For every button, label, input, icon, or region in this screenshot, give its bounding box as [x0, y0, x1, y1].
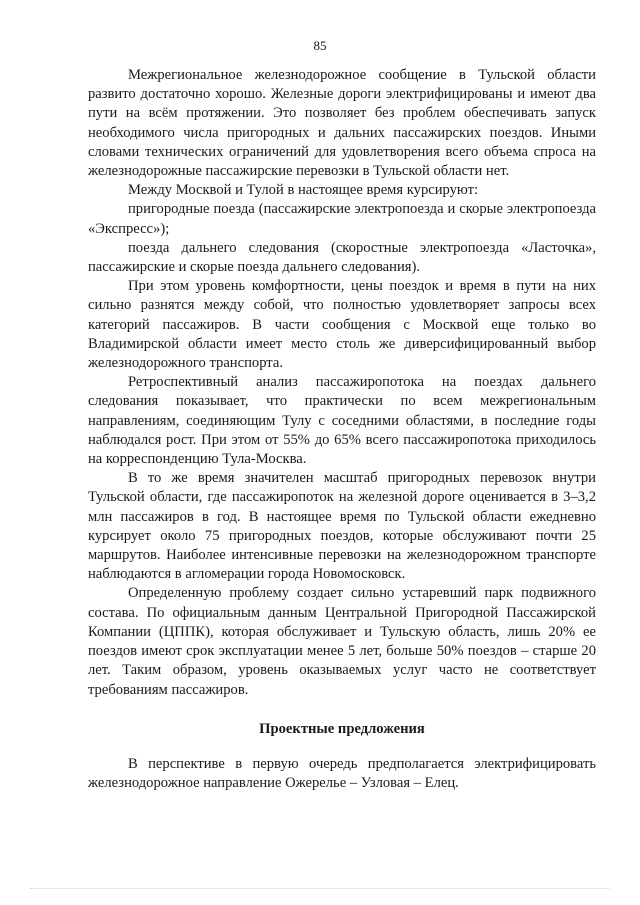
paragraph-moscow-tula-intro: Между Москвой и Тулой в настоящее время курсируют: — [128, 182, 479, 199]
paragraph-electrification-proposal: В перспективе в первую очередь предполагается электрифицировать железнодорожное направление Ожерелье – Узловая – Елец. — [88, 755, 596, 792]
paragraph-rail-overview: Межрегиональное железнодорожное сообщение в Тульской области развито достаточно хорошо. Железные дороги электрифицированы и имеют два пути на всём протяжении. Это позволяет без проблем обеспечивать запуск необходимого числа пригородных и дальних пассажирских поездов. Иными словами технических ограничений для удовлетворения всего объема спроса на железнодорожные пассажирские перевозки в Тульской области нет. — [88, 67, 596, 180]
paragraph-suburban-transport: В то же время значителен масштаб пригородных перевозок внутри Тульской области, где пассажиропоток на железной дороге оценивается в 3–3,2 млн пассажиров в год. В настоящее время по Тульской области ежедневно курсирует около 75 пригородных поездов, которые обслуживают почти 25 маршрутов. Наиболее интенсивные перевозки на железнодорожном транспорте наблюдаются в агломерации города Новомосковск. — [88, 470, 596, 583]
paragraph-passenger-flow-analysis: Ретроспективный анализ пассажиропотока на поездах дальнего следования показывает, что практически по всем межрегиональным направлениям, соединяющим Тулу с соседними областями, в последние годы наблюдался рост. При этом от 55% до 65% всего пассажиропотока приходилось на корреспонденцию Тула-Москва. — [88, 374, 596, 468]
paragraph-rolling-stock: Определенную проблему создает сильно устаревший парк подвижного состава. По официальным данным Центральной Пригородной Пассажирской Компании (ЦППК), которая обслуживает и Тульскую область, лишь 20% ее поездов имеют срок эксплуатации менее 5 лет, больше 50% поездов – старше 20 лет. Таким образом, уровень оказываемых услуг часто не соответствует требованиям пассажиров. — [88, 585, 596, 698]
scan-artifact-line — [30, 888, 610, 893]
paragraph-comfort-levels: При этом уровень комфортности, цены поездок и время в пути на них сильно разнятся между собой, что полностью удовлетворяет запросы всех категорий пассажиров. В части сообщения с Москвой еще только во Владимирской области имеет место столь же диверсифицированный выбор железнодорожного транспорта. — [88, 278, 596, 372]
list-item-suburban-trains: пригородные поезда (пассажирские электропоезда и скорые электропоезда «Экспресс»); — [88, 201, 596, 237]
list-item-long-distance-trains: поезда дальнего следования (скоростные электропоезда «Ласточка», пассажирские и скорые поезда дальнего следования). — [88, 239, 596, 276]
page-number: 85 — [313, 38, 327, 53]
section-heading: Проектные предложения — [259, 720, 425, 737]
text-body — [88, 66, 596, 793]
